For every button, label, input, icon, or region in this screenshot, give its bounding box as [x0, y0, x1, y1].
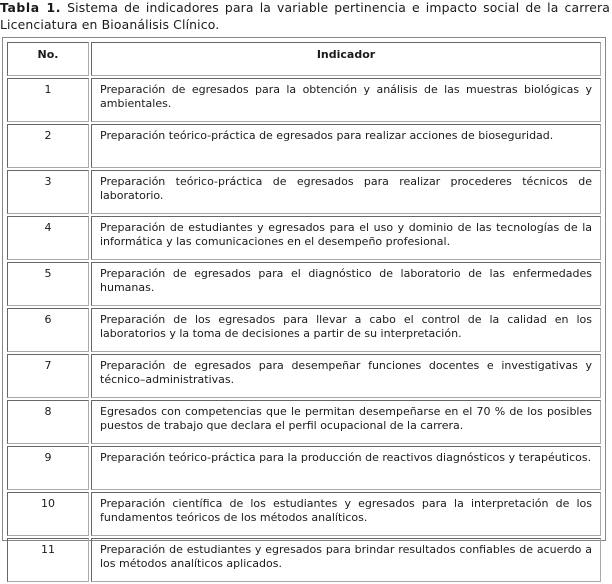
- indicator-text: Preparación teórico-práctica para la producción de reactivos diagnósticos y terapéuticos.: [91, 446, 601, 490]
- indicator-text: Preparación de egresados para la obtención y análisis de las muestras biológicas y ambientales.: [91, 78, 601, 122]
- indicator-text: Preparación de los egresados para llevar a cabo el control de la calidad en los laboratorios y la toma de decisiones a partir de su interpretación.: [91, 308, 601, 352]
- table-row: [7, 446, 601, 490]
- row-number: 10: [7, 492, 89, 536]
- table-row: [7, 262, 601, 306]
- table-row: [7, 216, 601, 260]
- indicator-text: Preparación de estudiantes y egresados para brindar resultados confiables de acuerdo a los métodos analíticos aplicados.: [91, 538, 601, 582]
- row-number: 6: [7, 308, 89, 352]
- table-row: [7, 538, 601, 582]
- indicator-table: [5, 40, 603, 584]
- indicator-text: Egresados con competencias que le permitan desempeñarse en el 70 % de los posibles puestos de trabajo que declara el perfil ocupacional de la carrera.: [91, 400, 601, 444]
- row-number: 1: [7, 78, 89, 122]
- row-number: 4: [7, 216, 89, 260]
- indicator-text: Preparación científica de los estudiantes y egresados para la interpretación de los fundamentos teóricos de los métodos analíticos.: [91, 492, 601, 536]
- table-row: [7, 492, 601, 536]
- column-header-no: No.: [7, 42, 89, 76]
- indicator-text: Preparación teórico-práctica de egresados para realizar acciones de bioseguridad.: [91, 124, 601, 168]
- indicator-table-frame: [2, 37, 606, 570]
- row-number: 9: [7, 446, 89, 490]
- caption-text: Sistema de indicadores para la variable pertinencia e impacto social de la carrera Licenciatura en Bioanálisis Clínico.: [0, 0, 610, 32]
- table-caption: [0, 0, 610, 33]
- row-number: 7: [7, 354, 89, 398]
- row-number: 2: [7, 124, 89, 168]
- row-number: 5: [7, 262, 89, 306]
- indicator-text: Preparación de estudiantes y egresados para el uso y dominio de las tecnologías de la informática y las comunicaciones en el desempeño profesional.: [91, 216, 601, 260]
- table-row: [7, 124, 601, 168]
- table-row: [7, 78, 601, 122]
- table-row: [7, 400, 601, 444]
- table-header-row: [7, 42, 601, 76]
- table-row: [7, 170, 601, 214]
- column-header-indicator: Indicador: [91, 42, 601, 76]
- caption-label: Tabla 1.: [0, 0, 62, 15]
- row-number: 3: [7, 170, 89, 214]
- row-number: 8: [7, 400, 89, 444]
- row-number: 11: [7, 538, 89, 582]
- table-row: [7, 308, 601, 352]
- indicator-text: Preparación de egresados para el diagnóstico de laboratorio de las enfermedades humanas.: [91, 262, 601, 306]
- table-row: [7, 354, 601, 398]
- indicator-text: Preparación teórico-práctica de egresados para realizar procederes técnicos de laboratorio.: [91, 170, 601, 214]
- indicator-text: Preparación de egresados para desempeñar funciones docentes e investigativas y técnico–administrativas.: [91, 354, 601, 398]
